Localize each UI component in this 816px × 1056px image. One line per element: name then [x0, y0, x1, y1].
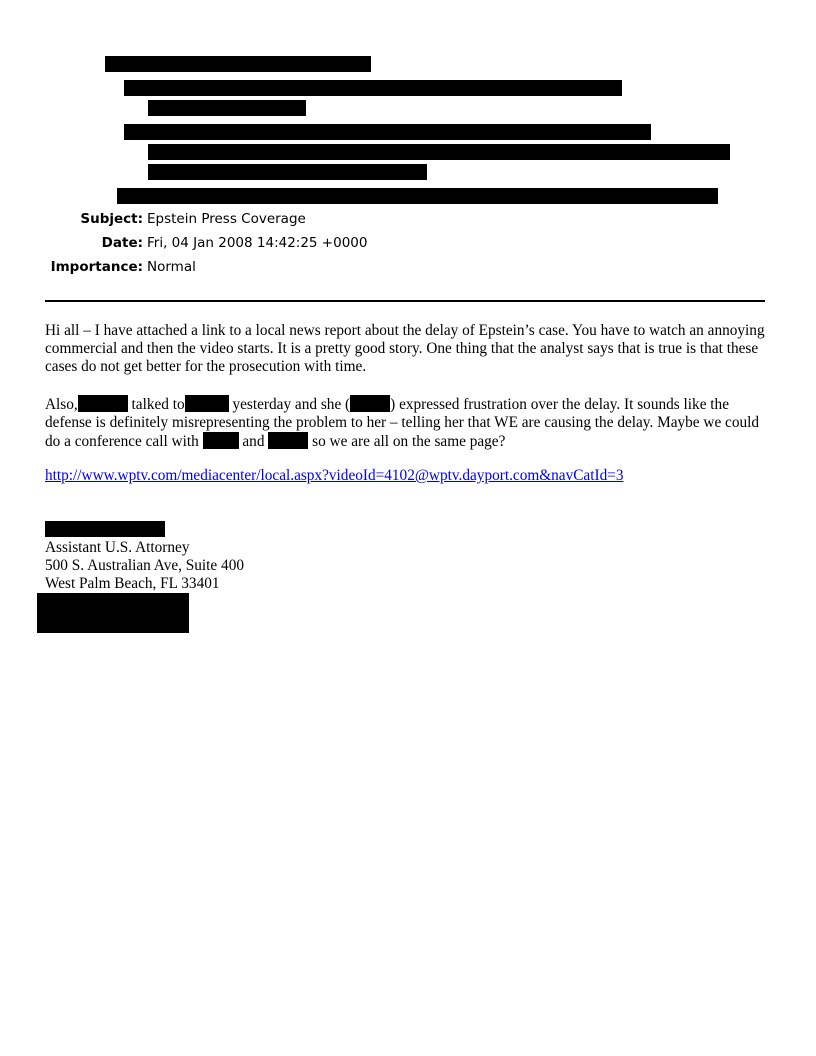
subject-label: Subject: — [80, 211, 143, 227]
message-paragraph-2 — [45, 395, 770, 451]
importance-value: Normal — [147, 259, 196, 275]
header-divider — [45, 300, 765, 302]
p2-text-c: yesterday and she ( — [228, 396, 351, 413]
subject-row — [0, 210, 306, 228]
redacted-to-line — [124, 80, 622, 96]
news-report-link[interactable]: http://www.wptv.com/mediacenter/local.aspx?videoId=4102@wptv.dayport.com&navCatId=3 — [45, 467, 624, 484]
p2-text-e: and — [238, 433, 269, 450]
p2-text-b: talked to — [127, 396, 185, 413]
subject-value: Epstein Press Coverage — [147, 211, 306, 227]
signature-title: Assistant U.S. Attorney — [45, 539, 190, 556]
redacted-name — [268, 432, 308, 449]
importance-label: Importance: — [50, 259, 143, 275]
p2-text-a: Also, — [45, 396, 78, 413]
redacted-name — [350, 395, 390, 412]
redacted-sender-name — [45, 521, 165, 537]
importance-row — [0, 258, 196, 276]
date-value: Fri, 04 Jan 2008 14:42:25 +0000 — [147, 235, 368, 251]
redacted-cc-line-cont2 — [148, 164, 427, 180]
signature-address-line2: West Palm Beach, FL 33401 — [45, 575, 220, 592]
redacted-from-line — [105, 56, 371, 72]
redacted-contact-block — [37, 593, 189, 633]
date-row — [0, 234, 367, 252]
redacted-name — [203, 432, 239, 449]
redacted-to-line-cont — [148, 100, 306, 116]
news-link-paragraph — [45, 467, 770, 485]
redacted-name — [78, 395, 128, 412]
signature-address-line1: 500 S. Australian Ave, Suite 400 — [45, 557, 244, 574]
redacted-header-line — [117, 188, 718, 204]
p2-text-d: ) expressed frustration over the delay. It sounds like the defense is definitely misrepresenting the problem to her – telling her that WE are causing the delay. Maybe we could do a conference call with — [45, 396, 760, 450]
redacted-cc-line — [124, 124, 651, 140]
message-paragraph-1: Hi all – I have attached a link to a local news report about the delay of Epstein’s case. You have to watch an annoying commercial and then the video starts. It is a pretty good story. One thing that the analyst says that is true is that these cases do not get better for the prosecution with time. — [45, 322, 765, 375]
p2-text-f: so we are all on the same page? — [308, 433, 506, 450]
redacted-cc-line-cont — [148, 144, 730, 160]
redacted-name — [185, 395, 229, 412]
date-label: Date: — [101, 235, 143, 251]
